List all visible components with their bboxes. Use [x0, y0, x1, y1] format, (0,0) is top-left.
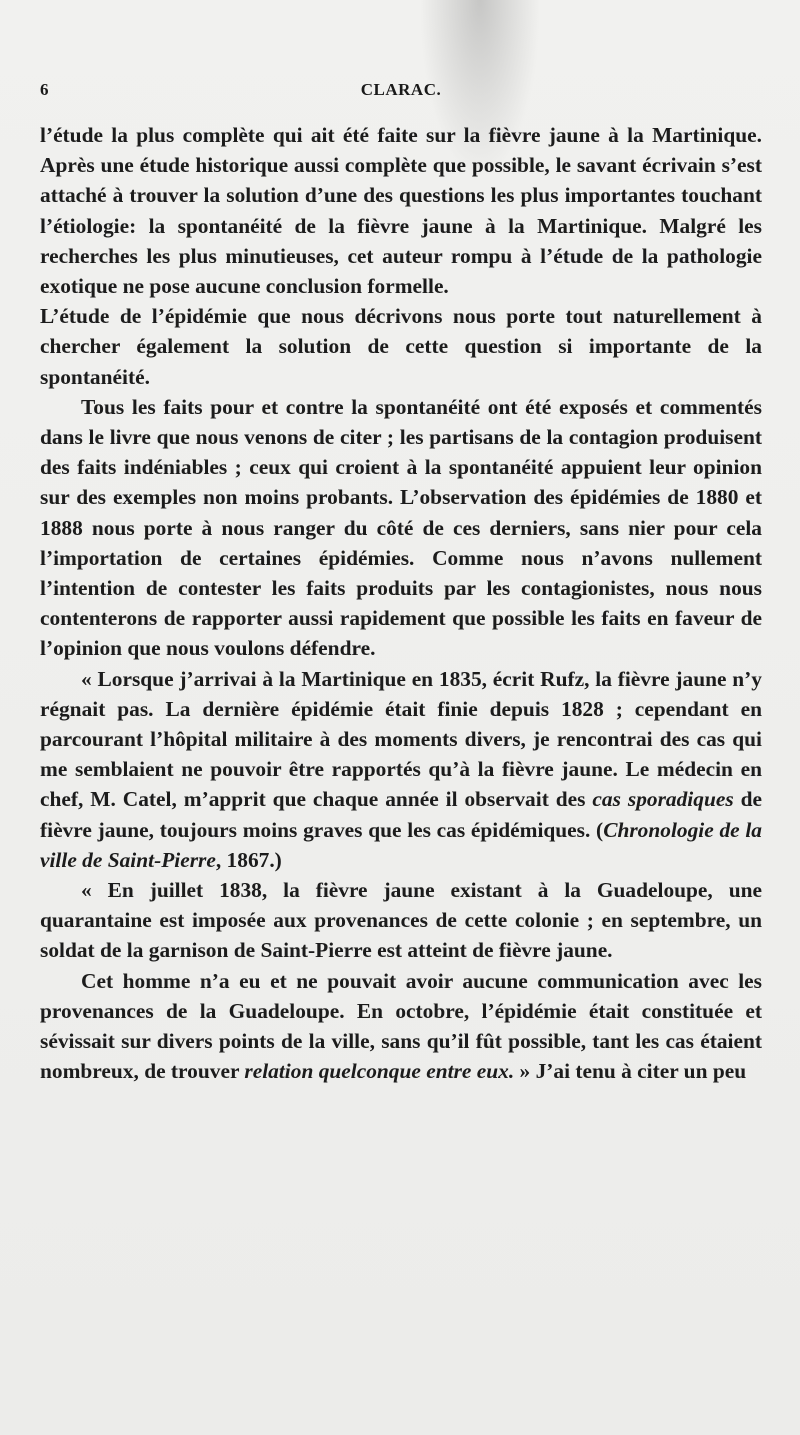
page-header [40, 0, 762, 120]
paragraph-text: de fièvre jaune, toujours moins graves que les cas épidémiques. ( [40, 787, 763, 842]
paragraph [40, 392, 762, 664]
paragraph [40, 120, 762, 301]
quotation-paragraph [40, 664, 762, 875]
paragraph [40, 301, 762, 392]
paragraph [40, 966, 762, 1087]
paragraph-text: » J’ai tenu à citer un peu [514, 1059, 747, 1084]
paragraph-text: Cet homme n’a eu et ne pouvait avoir aucune communication avec les provenances de la Guadeloupe. En octobre, l’épidémie était constituée et sévissait sur divers points de la ville, sans qu’il fût possible, tant les cas étaient nombreux, de trouver [40, 968, 762, 1084]
quotation-paragraph [40, 875, 762, 966]
paragraph-text: « En juillet 1838, la fièvre jaune existant à la Guadeloupe, une quarantaine est imposée aux provenances de cette colonie ; en septembre, un soldat de la garnison de Saint-Pierre est atteint de fièvre jaune. [40, 878, 762, 963]
page-number: 6 [40, 80, 49, 99]
body-text [40, 120, 762, 1087]
paragraph-text: l’étude la plus complète qui ait été faite sur la fièvre jaune à la Martinique. Après une étude historique aussi complète que possible, le savant écrivain s’est attaché à trouver la solution d’une des questions les plus importantes touchant l’étiologie: la spontanéité de la fièvre jaune à la Martinique. Malgré les recherches les plus minutieuses, cet auteur rompu à l’étude de la pathologie exotique ne pose aucune conclusion formelle. [40, 123, 762, 299]
paragraph-text: L’étude de l’épidémie que nous décrivons nous porte tout naturellement à chercher également la solution de cette question si importante de la spontanéité. [40, 304, 762, 389]
italic-phrase: cas sporadiques [592, 787, 734, 812]
citation-title: Chronologie de la ville de Saint-Pierre [40, 817, 762, 872]
paragraph-text: , 1867.) [215, 847, 282, 872]
italic-phrase: relation quelconque entre eux. [244, 1059, 515, 1084]
paragraph-text: « Lorsque j’arrivai à la Martinique en 1835, écrit Rufz, la fièvre jaune n’y régnait pas. La dernière épidémie était finie depuis 1828 ; cependant en parcourant l’hôpital militaire à des moments divers, je rencontrai des cas qui me semblaient ne pouvoir être rapportés qu’à la fièvre jaune. Le médecin en chef, M. Catel, m’apprit que chaque année il observait des [40, 666, 762, 812]
running-head: CLARAC. [360, 80, 442, 99]
paragraph-text: Tous les faits pour et contre la spontanéité ont été exposés et commentés dans le livre que nous venons de citer ; les partisans de la contagion produisent des faits indéniables ; ceux qui croient à la spontanéité appuient leur opinion sur des exemples non moins probants. L’observation des épidémies de 1880 et 1888 nous porte à nous ranger du côté de ces derniers, sans nier pour cela l’importation de certaines épidémies. Comme nous n’avons nullement l’intention de contester les faits produits par les contagionistes, nous nous contenterons de rapporter aussi rapidement que possible les faits en faveur de l’opinion que nous voulons défendre. [40, 394, 762, 661]
